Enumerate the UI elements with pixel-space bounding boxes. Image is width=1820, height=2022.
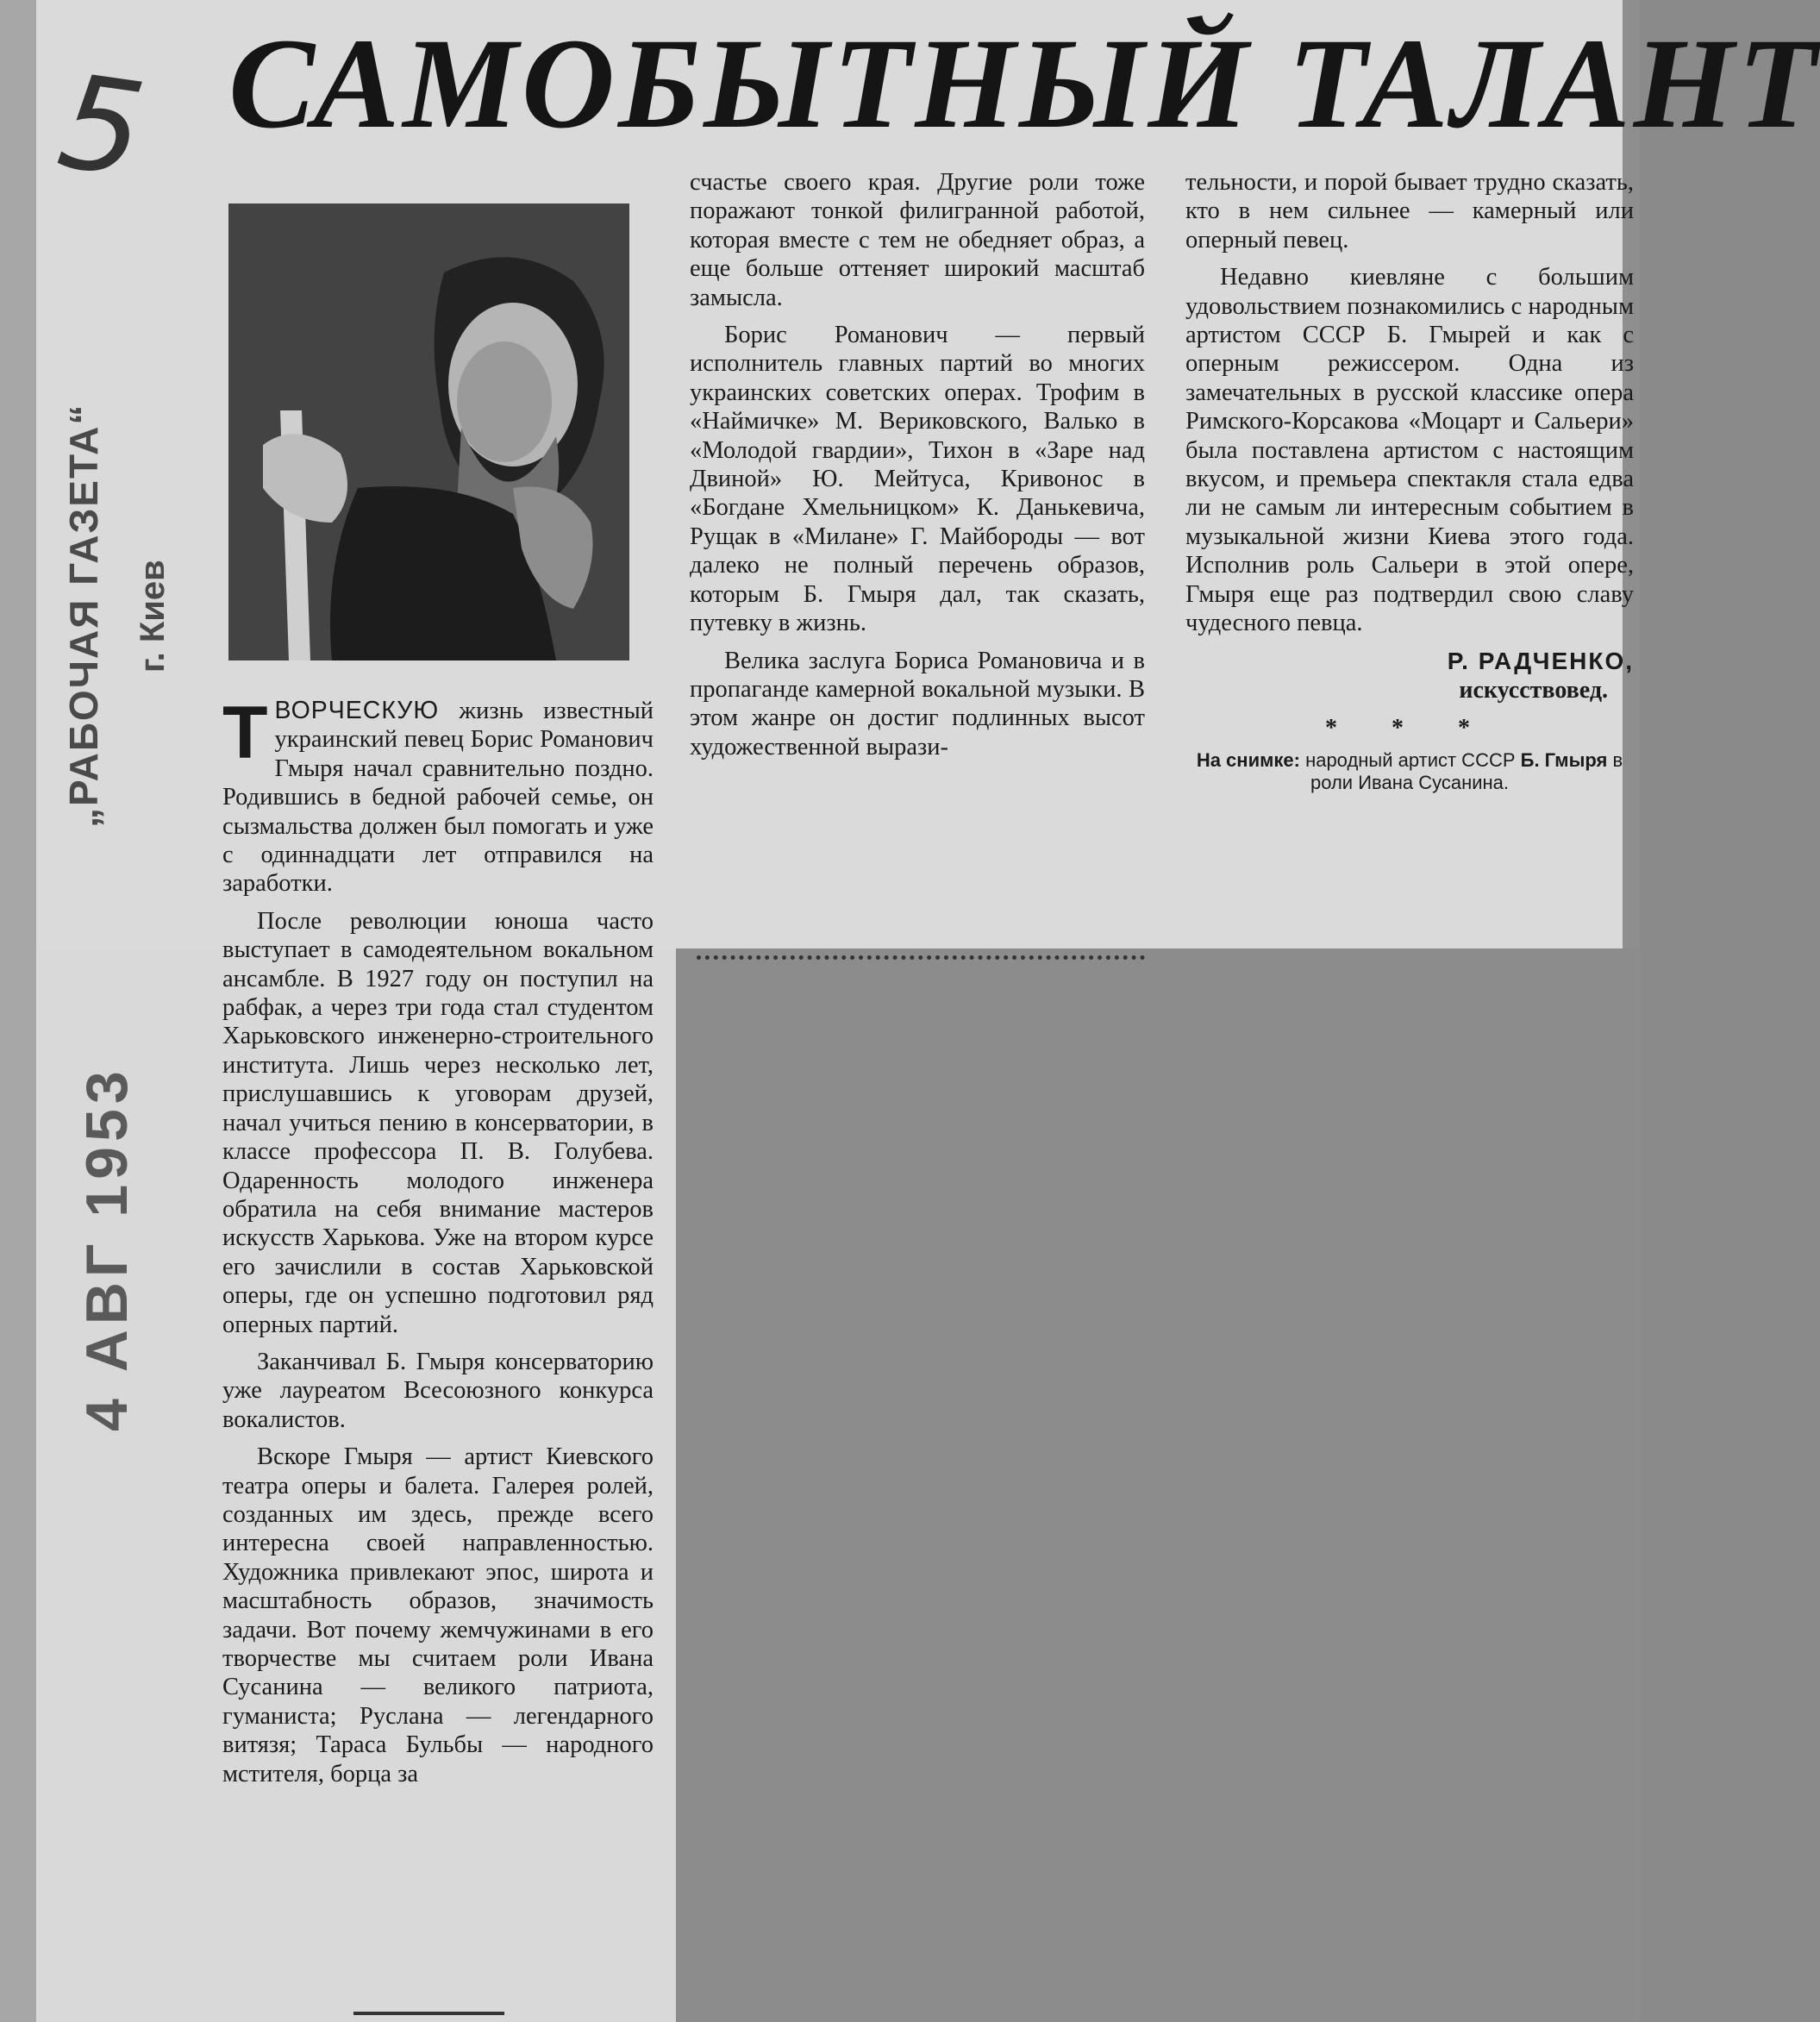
caption-label: На снимке: <box>1196 748 1300 771</box>
left-margin-strip <box>0 0 36 2022</box>
paragraph: тельности, и порой бывает трудно сказать, кто в нем сильнее — камерный или оперный певец. <box>1185 169 1634 254</box>
caption-name: Б. Гмыря <box>1520 748 1608 771</box>
portrait-photo <box>228 203 629 660</box>
paragraph: Борис Романович — первый исполнитель главных партий во многих украинских советских операх. Трофим в «Наймичке» М. Вериковского, Валько в «Молодой гвардии», Тихон в «Заре над Двиной» Ю. Мейтуса, Кривонос в «Богдане Хмельницком» К. Данькевича, Рущак в «Милане» Г. Майбороды — вот далеко не полный перечень образов, которым Б. Гмыря дал, так сказать, путевку в жизнь. <box>690 322 1145 637</box>
paragraph: Заканчивал Б. Гмыря консерваторию уже лауреатом Всесоюзного конкурса вокалистов. <box>222 1348 654 1433</box>
lead-in-word: ВОРЧЕСКУЮ <box>274 697 440 724</box>
handwritten-page-number: 5 <box>50 47 153 207</box>
article-column-2 <box>690 168 1145 770</box>
date-stamp: 4 АВГ 1953 <box>74 1066 140 1431</box>
newspaper-stamp: „РАБОЧАЯ ГАЗЕТА“ <box>61 403 106 828</box>
author-name: Р. РАДЧЕНКО, <box>1447 647 1634 674</box>
paragraph: После революции юноша часто выступает в самодеятельном вокальном ансамбле. В 1927 году он поступил на рабфак, а через три года стал студентом Харьковского инженерно-строительного института. Лишь через несколько лет, прислушавшись к уговорам друзей, начал учиться пению в консерватории, в классе профессора П. В. Голубева. Одаренность молодого инженера обратила на себя внимание мастеров искусств Харькова. Уже на втором курсе его зачислили в состав Харьковской оперы, где он успешно подготовил ряд оперных партий. <box>222 907 654 1338</box>
paragraph: счастье своего края. Другие роли тоже поражают тонкой филигранной работой, которая вместе с тем не обедняет образ, а еще больше оттеняет широкий масштаб замысла. <box>690 169 1145 311</box>
column-divider-rule <box>697 955 1145 960</box>
city-stamp: г. Киев <box>134 560 172 673</box>
caption-text: народный артист СССР <box>1299 748 1521 771</box>
photo-caption <box>1185 749 1634 794</box>
paragraph: Велика заслуга Бориса Романовича и в пропаганде камерной вокальной музыки. В этом жанре он достиг подлинных высот художественной вырази- <box>690 647 1145 761</box>
article-column-1 <box>222 692 654 1797</box>
paragraph: Недавно киевляне с большим удовольствием познакомились с народным артистом СССР Б. Гмырей и как с оперным режиссером. Одна из замечательных в русской классике опера Римского-Корсакова «Моцарт и Сальери» была поставлена артистом с настоящим вкусом, и премьера спектакля стала едва ли не самым ли интересным событием в музыкальной жизни Киева этого года. Исполнив роль Сальери в этой опере, Гмыря еще раз подтвердил свою славу чудесного певца. <box>1185 264 1634 637</box>
empty-gray-area <box>676 948 1640 2022</box>
drop-cap: Т <box>222 692 268 774</box>
caption-text: в роли Ивана Сусанина. <box>1310 748 1623 793</box>
section-separator-stars: * * * <box>1325 714 1494 742</box>
portrait-photo-icon <box>228 203 629 660</box>
paragraph-text: жизнь известный украинский певец Борис Романович Гмыря начал сравнительно поздно. Родившись в бедной рабочей семье, он сызмальства должен был помогать и уже с одиннадцати лет отправился на заработки. <box>222 698 654 898</box>
article-headline: САМОБЫТНЫЙ ТАЛАНТ <box>228 12 1820 155</box>
paragraph <box>222 692 654 898</box>
author-role: искусствовед. <box>1459 676 1608 704</box>
footer-rule <box>353 2012 504 2015</box>
paragraph: Вскоре Гмыря — артист Киевского театра оперы и балета. Галерея ролей, созданных им здесь, прежде всего интересна своей направленностью. Художника привлекают эпос, широта и масштабность образов, значимость задачи. Вот почему жемчужинами в его творчестве мы считаем роли Ивана Сусанина — великого патриота, гуманиста; Руслана — легендарного витязя; Тараса Бульбы — народного мстителя, борца за <box>222 1443 654 1787</box>
article-column-3 <box>1185 168 1634 794</box>
